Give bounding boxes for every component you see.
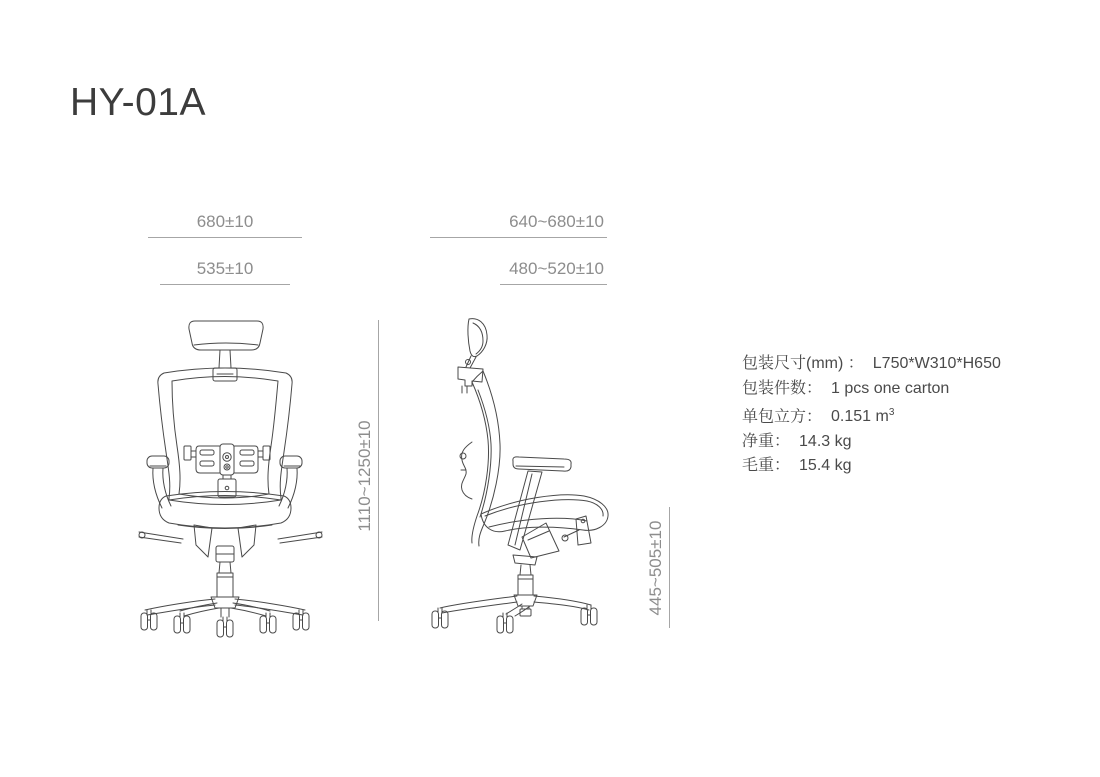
dim-line-seat-width — [160, 284, 290, 285]
spec-value: 14.3 kg — [799, 432, 852, 450]
five-star-base — [141, 599, 309, 637]
spec-row-gross-weight — [742, 454, 1001, 479]
dim-label-overall-height: 1110~1250±10 — [355, 420, 374, 532]
dim-line-seat-depth — [500, 284, 607, 285]
seat-mechanism — [194, 525, 256, 562]
spec-value: 0.151 m — [831, 408, 889, 426]
gas-lift-side — [513, 555, 537, 616]
dim-label-overall-depth: 640~680±10 — [509, 212, 604, 231]
spec-value: 15.4 kg — [799, 457, 852, 475]
spec-label: 毛重： — [742, 457, 791, 475]
armrest-right — [278, 456, 322, 543]
backrest-side — [472, 371, 500, 546]
chair-side-view-drawing — [425, 310, 615, 642]
dim-label-seat-height: 445~505±10 — [646, 520, 665, 616]
dim-line-seat-height — [669, 507, 670, 628]
dim-label-seat-width: 535±10 — [196, 259, 254, 278]
seat-side — [481, 495, 608, 558]
armrest-side — [508, 457, 571, 550]
chair-front-view-drawing — [138, 310, 323, 642]
spec-value: L750*W310*H650 — [872, 355, 1001, 372]
spec-row-net-weight — [742, 430, 1001, 455]
dim-label-seat-depth: 480~520±10 — [509, 259, 604, 278]
product-model-title: HY-01A — [70, 81, 206, 124]
spec-value-superscript: 3 — [888, 407, 895, 418]
lumbar-adjuster-side — [460, 442, 472, 499]
spec-label: 净重： — [742, 432, 791, 450]
dim-line-overall-depth — [430, 237, 607, 238]
spec-row-package-quantity — [742, 377, 1001, 402]
dim-label-backrest-width: 680±10 — [196, 212, 254, 231]
spec-label: 包装尺寸(mm) ： — [742, 355, 864, 372]
spec-label: 单包立方： — [742, 408, 823, 426]
package-specs-block — [742, 352, 1001, 479]
gas-lift — [211, 562, 239, 608]
headrest — [189, 321, 263, 381]
spec-label: 包装件数： — [742, 379, 823, 397]
dim-line-overall-height — [378, 320, 379, 621]
dim-line-backrest-width — [148, 237, 302, 238]
spec-value: 1 pcs one carton — [831, 379, 950, 397]
lumbar-mechanism — [184, 444, 270, 497]
spec-row-package-volume — [742, 401, 1001, 430]
backrest-frame — [158, 368, 292, 505]
spec-row-package-size — [742, 352, 1001, 377]
base-side — [432, 596, 597, 633]
